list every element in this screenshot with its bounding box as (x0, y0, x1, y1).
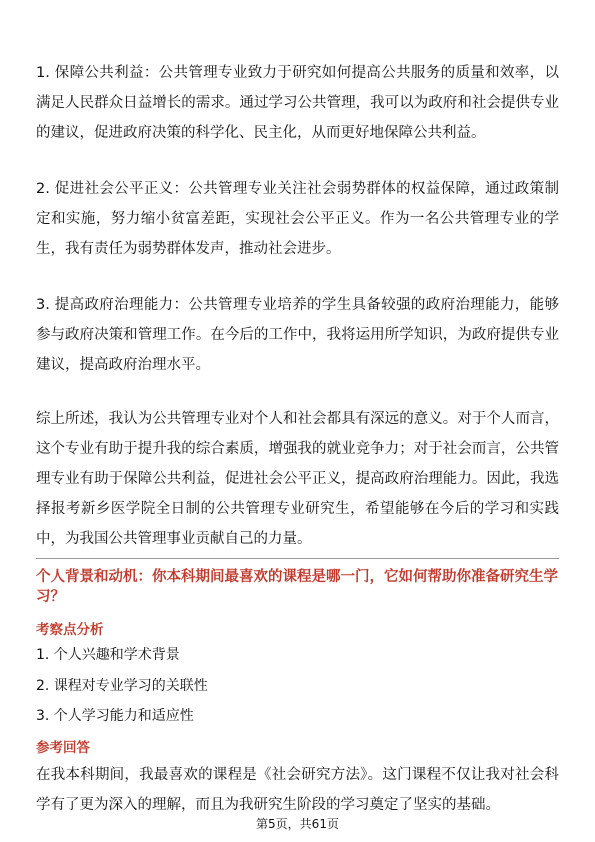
analysis-item: 2. 课程对专业学习的关联性 (36, 678, 208, 694)
section-divider (36, 558, 559, 559)
answer-text: 在我本科期间，我最喜欢的课程是《社会研究方法》。这门课程不仅让我对社会科学有了更为深入的理解，而且为我研究生阶段的学习奠定了坚实的基础。 (36, 767, 559, 813)
paragraph-public-interest: 1. 保障公共利益：公共管理专业致力于研究如何提高公共服务的质量和效率，以满足人民群众日益增长的需求。通过学习公共管理，我可以为政府和社会提供专业的建议，促进政府决策的科学化、民主化，从而更好地保障公共利益。 (36, 65, 559, 141)
answer-label: 参考回答 (36, 740, 90, 756)
analysis-label: 考察点分析 (36, 622, 104, 638)
paragraph-social-justice: 2. 促进社会公平正义：公共管理专业关注社会弱势群体的权益保障，通过政策制定和实施，努力缩小贫富差距，实现社会公平正义。作为一名公共管理专业的学生，我有责任为弱势群体发声，推动社会进步。 (36, 181, 559, 257)
paragraph-governance: 3. 提高政府治理能力：公共管理专业培养的学生具备较强的政府治理能力，能够参与政府决策和管理工作。在今后的工作中，我将运用所学知识，为政府提供专业建议，提高政府治理水平。 (36, 297, 559, 373)
question-heading: 个人背景和动机：你本科期间最喜欢的课程是哪一门，它如何帮助你准备研究生学习？ (36, 569, 558, 605)
paragraph-summary: 综上所述，我认为公共管理专业对个人和社会都具有深远的意义。对于个人而言，这个专业有助于提升我的综合素质，增强我的就业竞争力；对于社会而言，公共管理专业有助于保障公共利益，促进社会公平正义，提高政府治理能力。因此，我选择报考新乡医学院全日制的公共管理专业研究生，希望能够在今后的学习和实践中，为我国公共管理事业贡献自己的力量。 (36, 411, 559, 547)
analysis-item: 3. 个人学习能力和适应性 (36, 708, 194, 724)
analysis-item: 1. 个人兴趣和学术背景 (36, 647, 180, 663)
document-page (36, 0, 559, 842)
page-footer: 第5页，共61页 (256, 817, 339, 831)
